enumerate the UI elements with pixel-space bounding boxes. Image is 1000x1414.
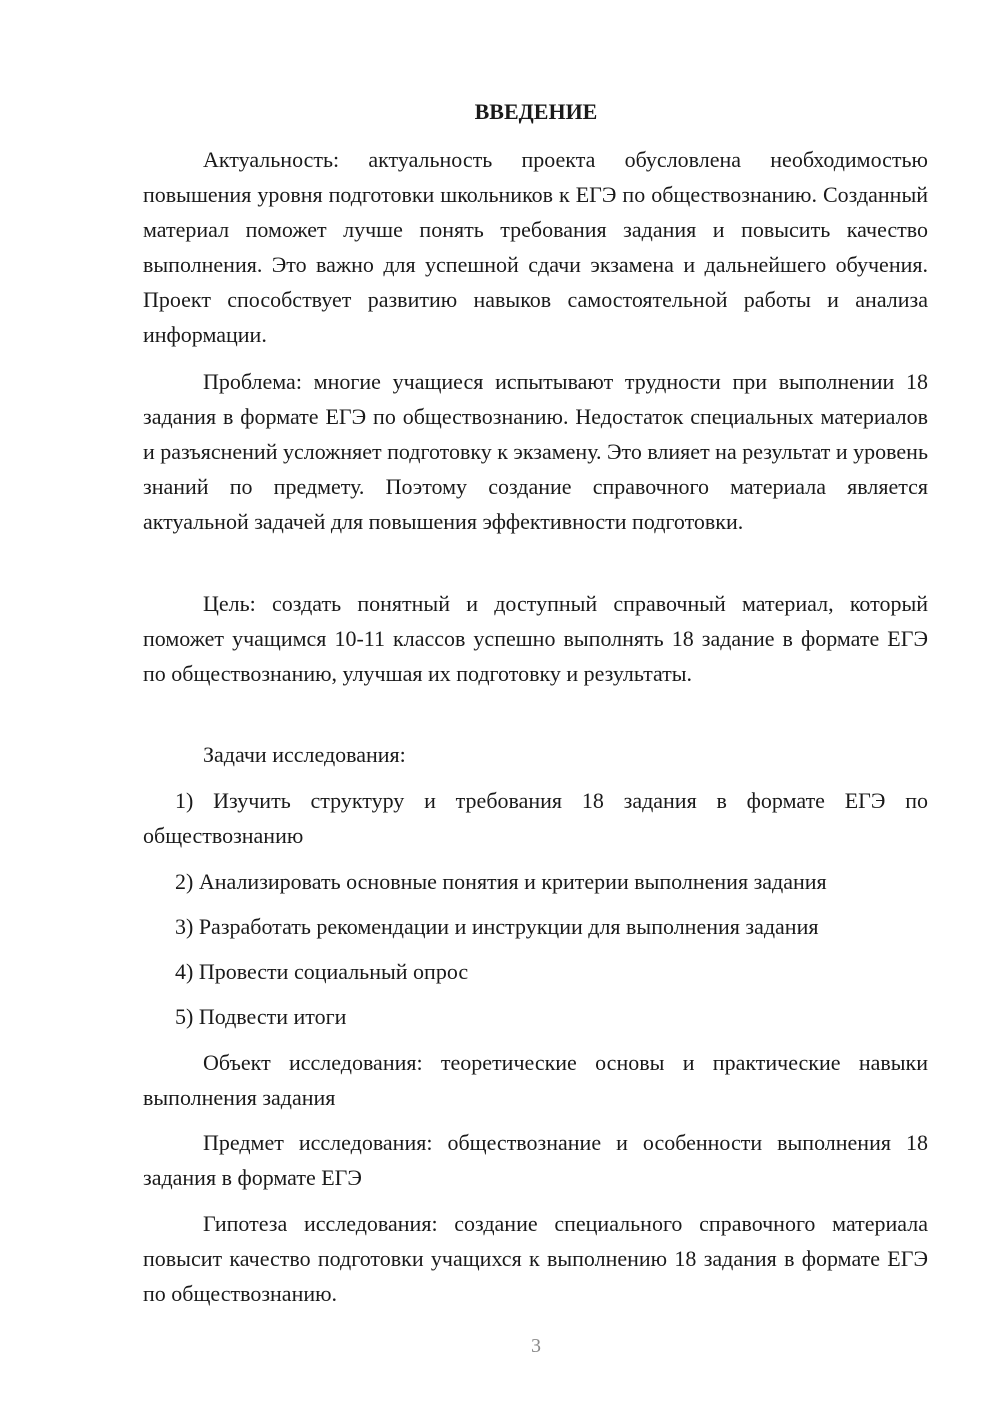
- problem-paragraph: Проблема: многие учащиеся испытывают трудности при выполнении 18 задания в формате ЕГЭ по обществознанию. Недостаток специальных материалов и разъяснений усложняет подготовку к экзамену. Это влияет на результат и уровень знаний по предмету. Поэтому создание справочного материала является актуальной задачей для повышения эффективности подготовки.: [143, 369, 928, 534]
- object-paragraph: Объект исследования: теоретические основы и практические навыки выполнения задания: [143, 1050, 928, 1110]
- task-item-3: 3) Разработать рекомендации и инструкции для выполнения задания: [175, 914, 819, 939]
- goal-paragraph: Цель: создать понятный и доступный справочный материал, который поможет учащимся 10-11 классов успешно выполнять 18 задание в формате ЕГЭ по обществознанию, улучшая их подготовку и результаты.: [143, 591, 928, 686]
- subject-paragraph: Предмет исследования: обществознание и особенности выполнения 18 задания в формате ЕГЭ: [143, 1130, 928, 1190]
- task-item-5: 5) Подвести итоги: [175, 1004, 347, 1029]
- hypothesis-paragraph: Гипотеза исследования: создание специального справочного материала повысит качество подготовки учащихся к выполнению 18 задания в формате ЕГЭ по обществознанию.: [143, 1211, 928, 1306]
- relevance-paragraph: Актуальность: актуальность проекта обусловлена необходимостью повышения уровня подготовки школьников к ЕГЭ по обществознанию. Созданный материал поможет лучше понять требования задания и повысить качество выполнения. Это важно для успешной сдачи экзамена и дальнейшего обучения. Проект способствует развитию навыков самостоятельной работы и анализа информации.: [143, 147, 928, 347]
- page-title: ВВЕДЕНИЕ: [474, 99, 598, 124]
- page-number: 3: [531, 1335, 541, 1357]
- tasks-title: Задачи исследования:: [203, 742, 406, 767]
- task-item-2: 2) Анализировать основные понятия и критерии выполнения задания: [175, 869, 827, 894]
- task-item-4: 4) Провести социальный опрос: [175, 959, 469, 984]
- task-item-1: 1) Изучить структуру и требования 18 задания в формате ЕГЭ по обществознанию: [143, 788, 928, 848]
